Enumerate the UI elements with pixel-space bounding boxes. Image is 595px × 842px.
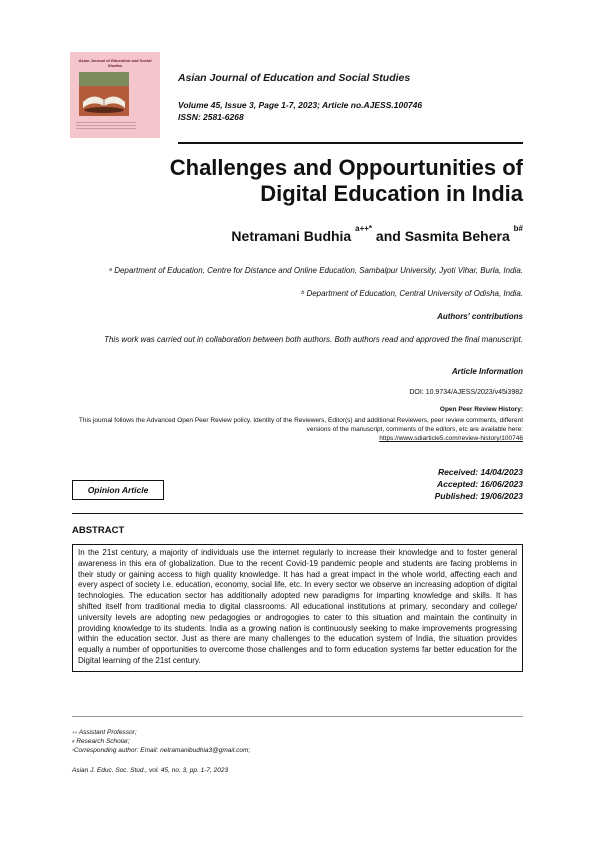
article-info-heading: Article Information (451, 367, 523, 376)
article-dates (435, 466, 523, 502)
author-1: Netramani Budhia (231, 228, 352, 244)
section-divider (72, 513, 523, 514)
article-type-badge: Opinion Article (72, 480, 164, 500)
affiliation-b-text: Department of Education, Central University of Odisha, India. (306, 289, 523, 298)
footnote-1-mark: ++ (72, 730, 78, 735)
affiliation-b (103, 288, 523, 299)
paper-title-line-2: Digital Education in India (260, 181, 523, 206)
footnote-3 (72, 746, 250, 755)
journal-title: Asian Journal of Education and Social Studies (178, 72, 411, 84)
abstract-heading: ABSTRACT (72, 525, 125, 536)
accepted-date: Accepted: 16/06/2023 (437, 479, 523, 489)
author-2-marks: b# (513, 224, 523, 233)
footnote-3-mark: * (72, 748, 74, 753)
affiliation-a-mark: a (109, 267, 112, 273)
journal-cover-image (70, 52, 160, 138)
book-photo-icon (79, 72, 129, 116)
footnote-3-text: Corresponding author: Email: netramanibudhia3@gmail.com; (73, 747, 251, 754)
footnote-2-text: Research Scholar; (76, 738, 130, 745)
footnote-2-mark: # (72, 739, 75, 744)
footnote-divider (72, 716, 523, 717)
affiliation-b-mark: b (301, 290, 305, 296)
contributions-text: This work was carried out in collaboration between both authors. Both authors read and approved the final manuscript. (104, 335, 523, 344)
peer-review-text (53, 416, 523, 443)
author-list (231, 224, 523, 244)
author-conjunction: and (375, 228, 401, 244)
author-2: Sasmita Behera (404, 228, 510, 244)
paper-title-line-1: Challenges and Oppourtunities of (169, 155, 523, 180)
issn-line: ISSN: 2581-6268 (178, 112, 244, 122)
affiliation-a (103, 265, 523, 276)
contributions-heading: Authors' contributions (437, 312, 523, 321)
footnote-2 (72, 737, 250, 746)
abstract-text: In the 21st century, a majority of individuals use the internet regularly to increase their knowledge and to foster general awareness in this era of globalization. Due to the recent Covid-19 pandemic people and students are facing problems in their study or gaining access to high quality knowledge. It has had a great impact in the whole world, affecting each and every aspect of society i.e. education, economy, social life, etc. In every sector we observe an increasing adoption of digital technologies. The education sector has additionally adopted new paradigms for imparting knowledge and skills. It has shifted itself from traditional media to digital classrooms. All educational institutions at primary, secondary and college/ university levels are adopting new pedagogies or androgogies to cater to this situation and maintain the continuity in providing knowledge to its students. India as a growing nation is continuously seeking to make improvements progressing within the education sector. Just as there are many challenges to the education system of India, the situation provides equally a number of opportunities to overcome those challenges and to form education systems far better education for the Digital learning of the 21st century. (72, 544, 523, 672)
footnote-1 (72, 728, 250, 737)
peer-review-heading: Open Peer Review History: (439, 406, 523, 413)
citation-line: Asian J. Educ. Soc. Stud., vol. 45, no. 3, pp. 1-7, 2023 (72, 767, 229, 774)
footnotes (72, 728, 250, 755)
published-date: Published: 19/06/2023 (434, 491, 523, 501)
paper-title (103, 155, 523, 207)
author-1-marks: a++* (355, 224, 373, 233)
received-date: Received: 14/04/2023 (437, 467, 523, 477)
header-rule (178, 142, 523, 144)
affiliation-a-text: Department of Education, Centre for Distance and Online Education, Sambalpur University, Jyoti Vihar, Burla, India. (114, 266, 523, 275)
cover-title: Asian Journal of Education and Social Studies (78, 58, 152, 68)
volume-line: Volume 45, Issue 3, Page 1-7, 2023; Article no.AJESS.100746 (178, 100, 423, 110)
cover-text-lines (76, 122, 136, 131)
doi: DOI: 10.9734/AJESS/2023/v45i3982 (409, 389, 523, 396)
footnote-1-text: Assistant Professor; (78, 729, 137, 736)
peer-review-link[interactable]: https://www.sdiarticle5.com/review-history/100746 (379, 435, 523, 442)
peer-review-description: This journal follows the Advanced Open Peer Review policy. Identity of the Reviewers, Editor(s) and additional Reviewers, peer review comments, different versions of the manuscript, comments of the editors, etc are available here: (78, 417, 523, 433)
